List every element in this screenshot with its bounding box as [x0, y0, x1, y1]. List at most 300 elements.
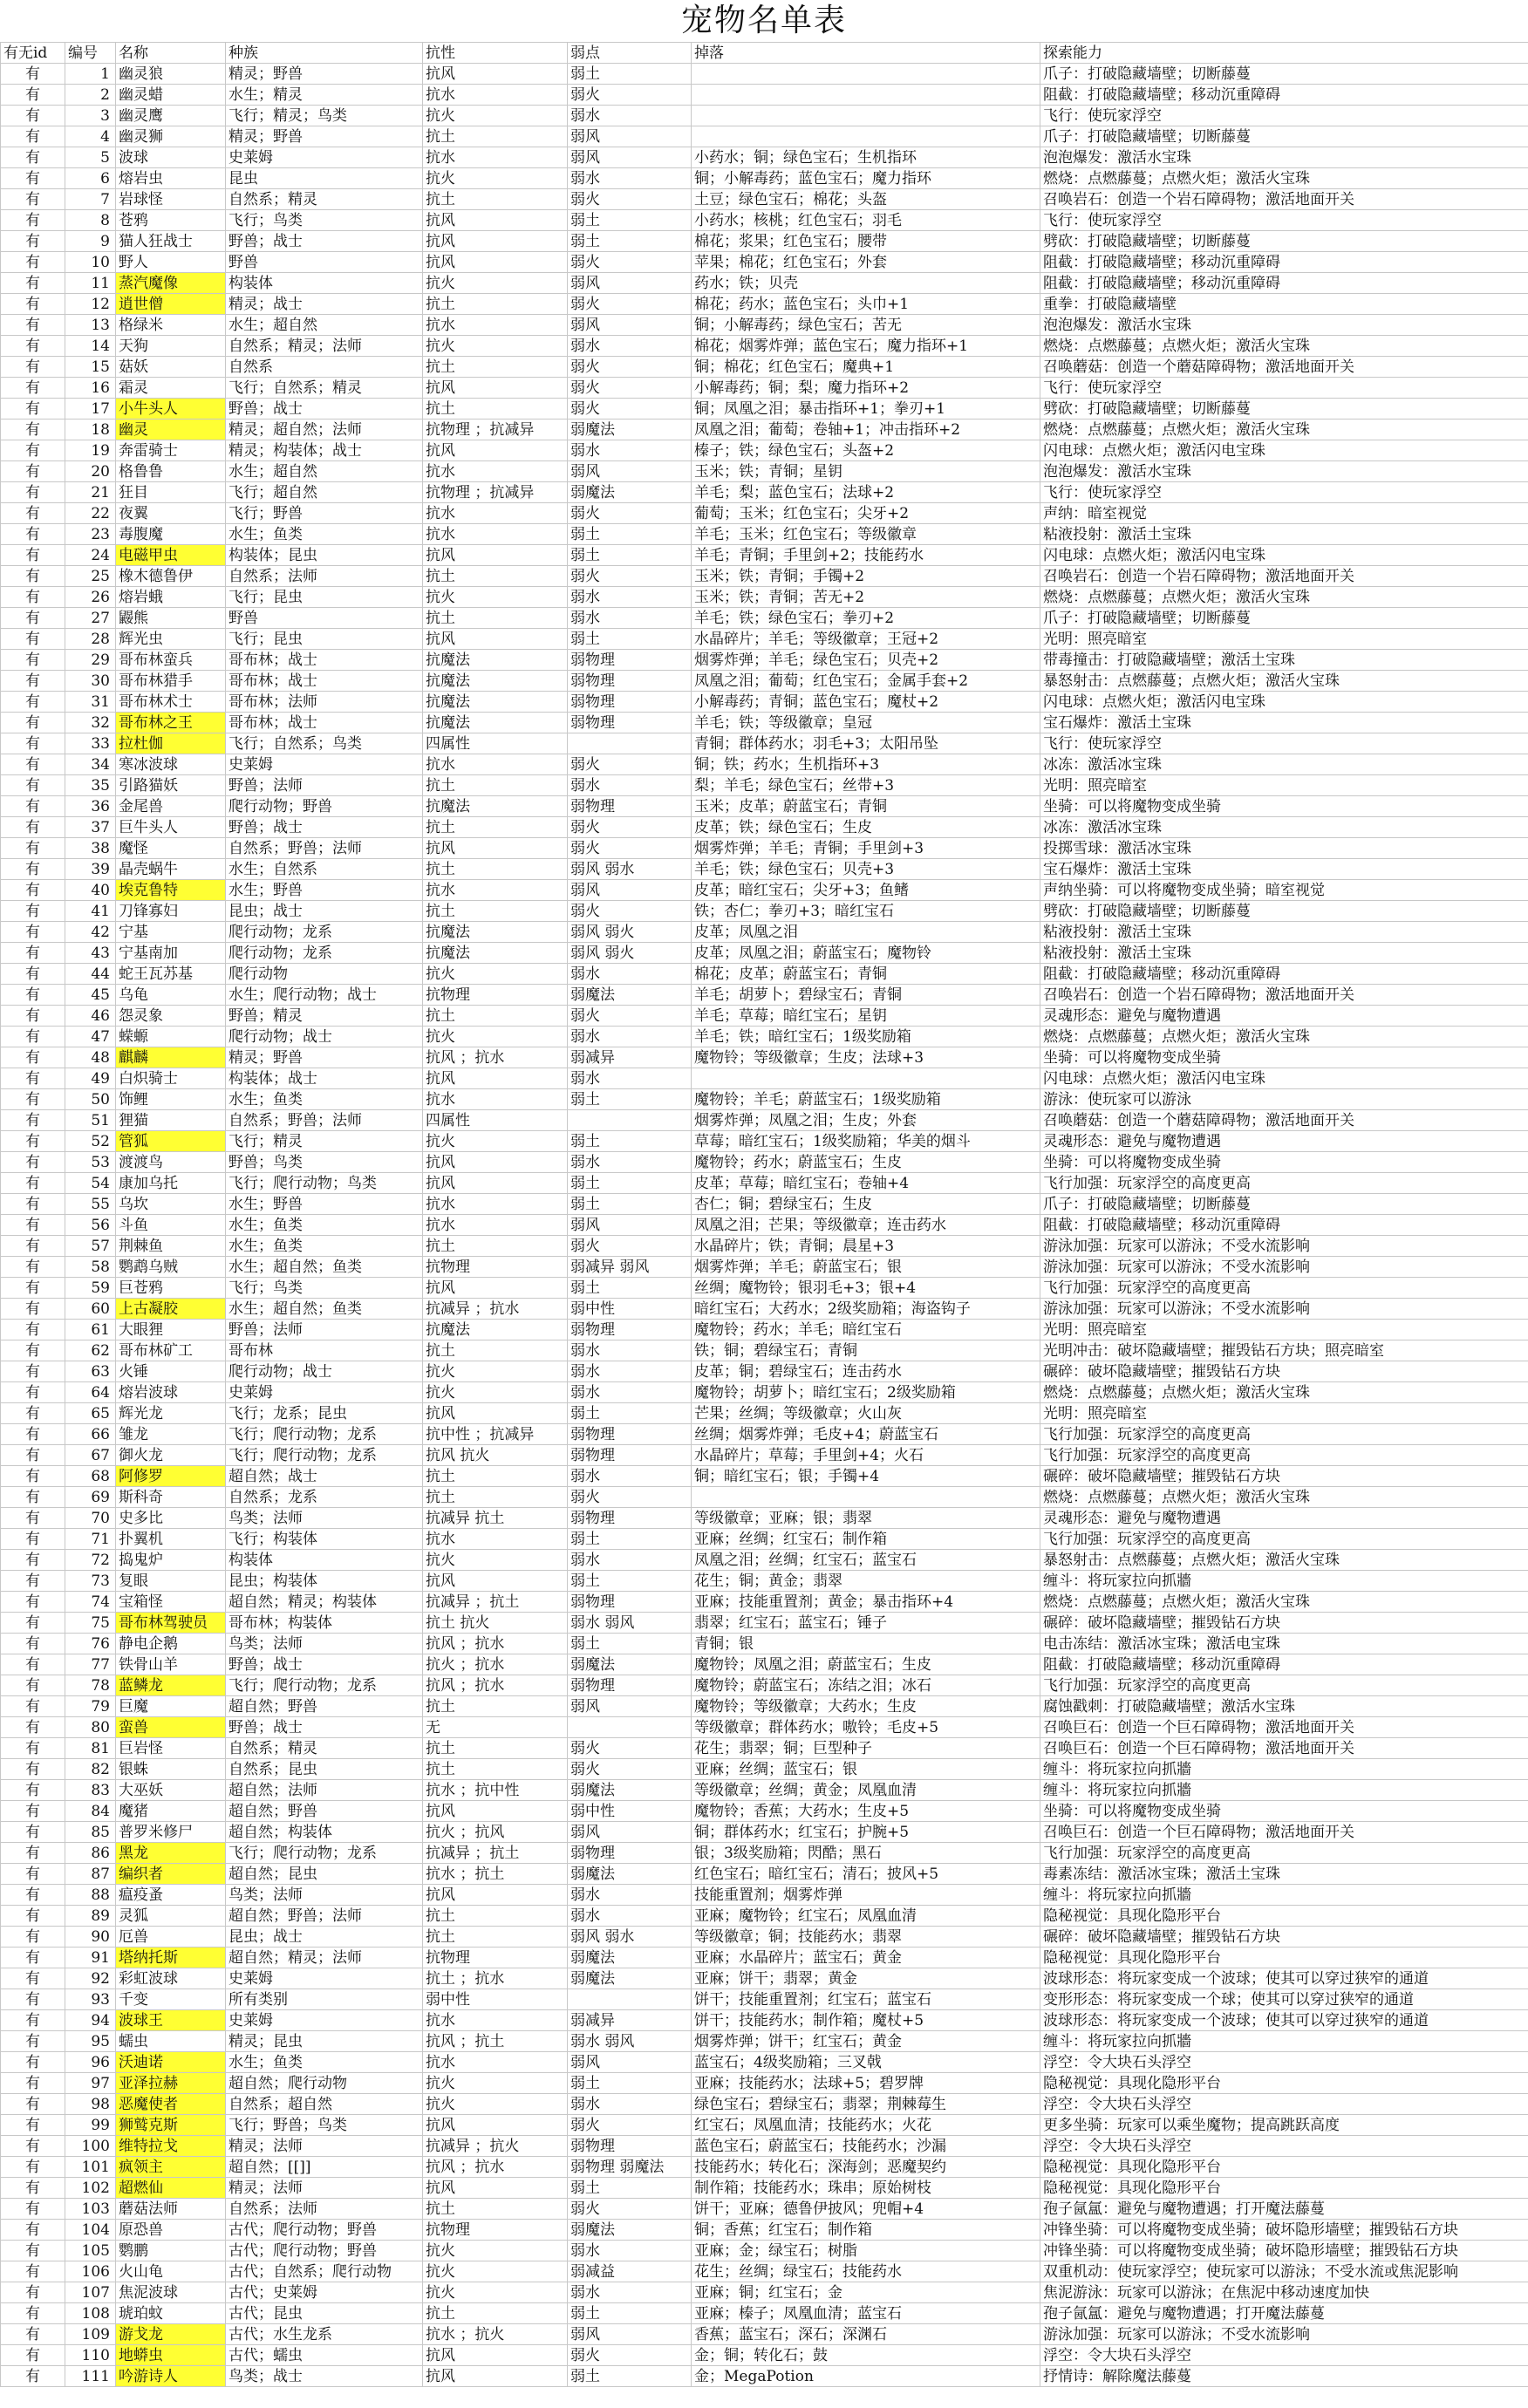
cell-drops: 皮革；凤凰之泪；蔚蓝宝石；魔物铃 — [692, 943, 1040, 964]
cell-exploration: 抒情诗：解除魔法藤蔓 — [1040, 2366, 1528, 2387]
table-row — [1, 754, 1528, 775]
cell-number: 44 — [65, 964, 116, 985]
table-row — [1, 964, 1528, 985]
cell-race: 昆虫；构装体 — [226, 1571, 423, 1592]
cell-resistance: 抗物理 — [423, 2220, 568, 2241]
cell-weakness: 弱土 — [568, 1403, 692, 1424]
cell-weakness: 弱土 — [568, 1529, 692, 1550]
cell-drops: 香蕉；蓝宝石；深石；深渊石 — [692, 2324, 1040, 2345]
table-row — [1, 922, 1528, 943]
cell-race: 飞行；精灵 — [226, 1131, 423, 1152]
cell-name: 编织者 — [116, 1864, 226, 1885]
cell-name: 蛇王瓦苏基 — [116, 964, 226, 985]
cell-number: 106 — [65, 2261, 116, 2282]
cell-name: 火山龟 — [116, 2261, 226, 2282]
cell-number: 25 — [65, 566, 116, 587]
table-row — [1, 901, 1528, 922]
table-row — [1, 1968, 1528, 1989]
cell-name: 银蛛 — [116, 1759, 226, 1780]
cell-exploration: 劈砍：打破隐藏墙壁；切断藤蔓 — [1040, 901, 1528, 922]
cell-exploration: 投掷雪球：激活冰宝珠 — [1040, 838, 1528, 859]
cell-number: 39 — [65, 859, 116, 880]
cell-name: 鼹熊 — [116, 608, 226, 629]
cell-exploration: 阻截：打破隐藏墙壁；移动沉重障碍 — [1040, 1654, 1528, 1675]
cell-drops: 魔物铃；凤凰之泪；蔚蓝宝石；生皮 — [692, 1654, 1040, 1675]
cell-resistance: 抗水 ；抗火 — [423, 2324, 568, 2345]
table-row — [1, 1382, 1528, 1403]
header-name: 名称 — [116, 43, 226, 64]
cell-name: 铁骨山羊 — [116, 1654, 226, 1675]
cell-race: 超自然；法师 — [226, 1780, 423, 1801]
cell-name: 白炽骑士 — [116, 1068, 226, 1089]
cell-race: 飞行；爬行动物；龙系 — [226, 1675, 423, 1696]
cell-weakness: 弱水 弱风 — [568, 1613, 692, 1634]
cell-weakness: 弱物理 — [568, 692, 692, 713]
cell-drops: 羊毛；草莓；暗红宝石；星钥 — [692, 1006, 1040, 1027]
cell-number: 10 — [65, 252, 116, 273]
table-row — [1, 1927, 1528, 1948]
cell-race: 飞行；野兽 — [226, 503, 423, 524]
cell-resistance: 抗土 抗火 — [423, 1613, 568, 1634]
cell-name: 管狐 — [116, 1131, 226, 1152]
cell-has-id: 有 — [1, 2366, 65, 2387]
table-row — [1, 1529, 1528, 1550]
cell-exploration: 劈砍：打破隐藏墙壁；切断藤蔓 — [1040, 399, 1528, 420]
cell-drops: 羊毛；梨；蓝色宝石；法球+2 — [692, 482, 1040, 503]
cell-race: 野兽；战士 — [226, 399, 423, 420]
cell-number: 61 — [65, 1320, 116, 1340]
cell-number: 71 — [65, 1529, 116, 1550]
cell-weakness: 弱风 — [568, 1822, 692, 1843]
cell-race: 飞行；精灵；鸟类 — [226, 106, 423, 126]
cell-weakness: 弱水 — [568, 1361, 692, 1382]
cell-exploration: 闪电球：点燃火炬；激活闪电宝珠 — [1040, 545, 1528, 566]
cell-number: 59 — [65, 1278, 116, 1299]
cell-weakness: 弱物理 — [568, 1424, 692, 1445]
cell-resistance: 抗风 — [423, 2115, 568, 2136]
cell-weakness: 弱土 — [568, 1634, 692, 1654]
cell-race: 自然系；精灵 — [226, 1738, 423, 1759]
cell-name: 静电企鹅 — [116, 1634, 226, 1654]
cell-resistance: 抗水 — [423, 524, 568, 545]
cell-name: 金尾兽 — [116, 796, 226, 817]
cell-exploration: 浮空：令大块石头浮空 — [1040, 2136, 1528, 2157]
cell-race: 史莱姆 — [226, 147, 423, 168]
cell-has-id: 有 — [1, 1382, 65, 1403]
cell-number: 111 — [65, 2366, 116, 2387]
cell-resistance: 抗土 — [423, 1696, 568, 1717]
cell-race: 精灵；构装体；战士 — [226, 440, 423, 461]
cell-resistance: 弱中性 — [423, 1989, 568, 2010]
cell-exploration: 召唤岩石：创造一个岩石障碍物；激活地面开关 — [1040, 566, 1528, 587]
cell-number: 19 — [65, 440, 116, 461]
cell-name: 沃迪诺 — [116, 2052, 226, 2073]
cell-number: 7 — [65, 189, 116, 210]
cell-drops: 凤凰之泪；葡萄；红色宝石；金属手套+2 — [692, 671, 1040, 692]
cell-race: 超自然；精灵；法师 — [226, 1948, 423, 1968]
cell-exploration: 浮空：令大块石头浮空 — [1040, 2094, 1528, 2115]
cell-exploration: 爪子：打破隐藏墙壁；切断藤蔓 — [1040, 64, 1528, 85]
table-row — [1, 2220, 1528, 2241]
cell-race: 昆虫 — [226, 168, 423, 189]
cell-name: 波球王 — [116, 2010, 226, 2031]
cell-race: 精灵；野兽 — [226, 126, 423, 147]
cell-exploration: 宝石爆炸：激活土宝珠 — [1040, 713, 1528, 733]
cell-race: 超自然；战士 — [226, 1466, 423, 1487]
cell-number: 62 — [65, 1340, 116, 1361]
cell-exploration: 波球形态：将玩家变成一个波球；使其可以穿过狭窄的通道 — [1040, 1968, 1528, 1989]
cell-race: 自然系；昆虫 — [226, 1759, 423, 1780]
cell-resistance: 抗物理 ；抗减异 — [423, 482, 568, 503]
cell-exploration: 缠斗：将玩家拉向抓牆 — [1040, 1885, 1528, 1906]
cell-number: 33 — [65, 733, 116, 754]
cell-has-id: 有 — [1, 1361, 65, 1382]
table-row — [1, 1738, 1528, 1759]
cell-number: 99 — [65, 2115, 116, 2136]
cell-race: 野兽；法师 — [226, 775, 423, 796]
cell-name: 野人 — [116, 252, 226, 273]
table-row — [1, 692, 1528, 713]
cell-weakness: 弱土 — [568, 210, 692, 231]
cell-drops: 小解毒药；铜；梨；魔力指环+2 — [692, 378, 1040, 399]
table-row — [1, 503, 1528, 524]
cell-race: 哥布林；战士 — [226, 650, 423, 671]
cell-has-id: 有 — [1, 1424, 65, 1445]
cell-race: 爬行动物；野兽 — [226, 796, 423, 817]
cell-drops: 榛子；铁；绿色宝石；头盔+2 — [692, 440, 1040, 461]
cell-number: 91 — [65, 1948, 116, 1968]
cell-race: 构装体 — [226, 273, 423, 294]
cell-name: 黑龙 — [116, 1843, 226, 1864]
cell-number: 101 — [65, 2157, 116, 2178]
cell-has-id: 有 — [1, 231, 65, 252]
cell-exploration: 召唤岩石：创造一个岩石障碍物；激活地面开关 — [1040, 189, 1528, 210]
cell-has-id: 有 — [1, 168, 65, 189]
cell-race: 古代；爬行动物；野兽 — [226, 2220, 423, 2241]
cell-name: 幽灵鹰 — [116, 106, 226, 126]
cell-name: 疯领主 — [116, 2157, 226, 2178]
table-row — [1, 1654, 1528, 1675]
cell-name: 焦泥波球 — [116, 2282, 226, 2303]
cell-exploration: 游泳加强：玩家可以游泳；不受水流影响 — [1040, 1236, 1528, 1257]
cell-exploration: 孢子氤氲：避免与魔物遭遇；打开魔法藤蔓 — [1040, 2303, 1528, 2324]
cell-number: 65 — [65, 1403, 116, 1424]
cell-resistance: 抗土 — [423, 399, 568, 420]
cell-resistance: 抗风 ；抗土 — [423, 2031, 568, 2052]
cell-number: 83 — [65, 1780, 116, 1801]
cell-name: 游戈龙 — [116, 2324, 226, 2345]
cell-number: 80 — [65, 1717, 116, 1738]
table-row — [1, 1759, 1528, 1780]
table-row — [1, 210, 1528, 231]
table-row — [1, 2199, 1528, 2220]
cell-exploration: 坐骑：可以将魔物变成坐骑 — [1040, 1047, 1528, 1068]
cell-resistance: 抗风 — [423, 210, 568, 231]
cell-name: 乌龟 — [116, 985, 226, 1006]
cell-exploration: 冰冻：激活冰宝珠 — [1040, 817, 1528, 838]
cell-number: 38 — [65, 838, 116, 859]
cell-exploration: 飞行：使玩家浮空 — [1040, 378, 1528, 399]
cell-number: 46 — [65, 1006, 116, 1027]
cell-weakness: 弱物理 — [568, 1320, 692, 1340]
table-row — [1, 1989, 1528, 2010]
cell-name: 蒸汽魔像 — [116, 273, 226, 294]
cell-number: 9 — [65, 231, 116, 252]
cell-name: 晶壳蜗牛 — [116, 859, 226, 880]
cell-resistance: 抗土 — [423, 357, 568, 378]
cell-resistance: 抗水 — [423, 461, 568, 482]
table-row — [1, 1131, 1528, 1152]
table-row — [1, 1320, 1528, 1340]
cell-has-id: 有 — [1, 1445, 65, 1466]
cell-race: 飞行；昆虫 — [226, 587, 423, 608]
cell-number: 28 — [65, 629, 116, 650]
cell-number: 68 — [65, 1466, 116, 1487]
cell-weakness: 弱火 — [568, 1738, 692, 1759]
cell-drops: 亚麻；技能重置剂；黄金；暴击指环+4 — [692, 1592, 1040, 1613]
cell-weakness: 弱火 — [568, 378, 692, 399]
cell-number: 102 — [65, 2178, 116, 2199]
cell-resistance: 抗土 — [423, 294, 568, 315]
cell-number: 81 — [65, 1738, 116, 1759]
cell-name: 幽灵蜡 — [116, 85, 226, 106]
cell-weakness: 弱火 — [568, 357, 692, 378]
cell-drops: 青铜；银 — [692, 1634, 1040, 1654]
cell-race: 水生；精灵 — [226, 85, 423, 106]
cell-number: 21 — [65, 482, 116, 503]
cell-weakness: 弱火 — [568, 838, 692, 859]
cell-exploration: 燃烧：点燃藤蔓；点燃火炬；激活火宝珠 — [1040, 336, 1528, 357]
cell-race: 古代；自然系；爬行动物 — [226, 2261, 423, 2282]
cell-name: 乌坎 — [116, 1194, 226, 1215]
cell-name: 橡木德鲁伊 — [116, 566, 226, 587]
table-row — [1, 796, 1528, 817]
cell-has-id: 有 — [1, 1885, 65, 1906]
cell-race: 飞行；超自然 — [226, 482, 423, 503]
cell-drops: 小解毒药；青铜；蓝色宝石；魔杖+2 — [692, 692, 1040, 713]
table-row — [1, 482, 1528, 503]
cell-name: 超燃仙 — [116, 2178, 226, 2199]
cell-has-id: 有 — [1, 399, 65, 420]
cell-exploration: 隐秘视觉：具现化隐形平台 — [1040, 2073, 1528, 2094]
cell-name: 蘑菇法师 — [116, 2199, 226, 2220]
cell-race: 自然系；超自然 — [226, 2094, 423, 2115]
table-row — [1, 1801, 1528, 1822]
cell-drops: 亚麻；丝绸；蓝宝石；银 — [692, 1759, 1040, 1780]
cell-name: 菇妖 — [116, 357, 226, 378]
cell-race: 水生；鱼类 — [226, 1236, 423, 1257]
table-row — [1, 566, 1528, 587]
cell-name: 麒麟 — [116, 1047, 226, 1068]
table-row — [1, 859, 1528, 880]
cell-name: 小牛头人 — [116, 399, 226, 420]
cell-name: 夜翼 — [116, 503, 226, 524]
cell-resistance: 四属性 — [423, 1110, 568, 1131]
cell-weakness: 弱物理 — [568, 1843, 692, 1864]
cell-weakness: 弱土 — [568, 1089, 692, 1110]
cell-drops: 羊毛；铁；暗红宝石；1级奖励箱 — [692, 1027, 1040, 1047]
cell-exploration: 飞行加强：玩家浮空的高度更高 — [1040, 1424, 1528, 1445]
cell-weakness: 弱火 — [568, 817, 692, 838]
cell-name: 熔岩虫 — [116, 168, 226, 189]
table-row — [1, 1613, 1528, 1634]
cell-has-id: 有 — [1, 2031, 65, 2052]
cell-exploration: 缠斗：将玩家拉向抓牆 — [1040, 1571, 1528, 1592]
cell-race: 自然系；法师 — [226, 566, 423, 587]
cell-number: 51 — [65, 1110, 116, 1131]
cell-name: 宁基南加 — [116, 943, 226, 964]
cell-race: 精灵；野兽 — [226, 1047, 423, 1068]
cell-exploration: 电击冻结：激活冰宝珠；激活电宝珠 — [1040, 1634, 1528, 1654]
cell-number: 50 — [65, 1089, 116, 1110]
cell-name: 塔纳托斯 — [116, 1948, 226, 1968]
cell-drops: 梨；羊毛；绿色宝石；丝带+3 — [692, 775, 1040, 796]
cell-race: 飞行；野兽；鸟类 — [226, 2115, 423, 2136]
cell-exploration: 宝石爆炸：激活土宝珠 — [1040, 859, 1528, 880]
cell-name: 蠕虫 — [116, 2031, 226, 2052]
cell-number: 30 — [65, 671, 116, 692]
cell-name: 魔猪 — [116, 1801, 226, 1822]
cell-race: 飞行；自然系；鸟类 — [226, 733, 423, 754]
cell-name: 上古凝胶 — [116, 1299, 226, 1320]
cell-number: 103 — [65, 2199, 116, 2220]
cell-resistance: 抗风 — [423, 2366, 568, 2387]
cell-number: 8 — [65, 210, 116, 231]
table-row — [1, 1006, 1528, 1027]
cell-has-id: 有 — [1, 2324, 65, 2345]
cell-number: 92 — [65, 1968, 116, 1989]
cell-resistance: 抗火 — [423, 1382, 568, 1403]
cell-weakness: 弱土 — [568, 1173, 692, 1194]
table-row — [1, 1508, 1528, 1529]
cell-weakness: 弱火 — [568, 2115, 692, 2136]
cell-exploration: 燃烧：点燃藤蔓；点燃火炬；激活火宝珠 — [1040, 1027, 1528, 1047]
table-row — [1, 231, 1528, 252]
cell-has-id: 有 — [1, 566, 65, 587]
cell-race: 精灵；野兽 — [226, 64, 423, 85]
cell-drops: 芒果；丝绸；等级徽章；火山灰 — [692, 1403, 1040, 1424]
cell-number: 12 — [65, 294, 116, 315]
cell-resistance: 抗水 ；抗土 — [423, 1864, 568, 1885]
table-row — [1, 1215, 1528, 1236]
table-row — [1, 294, 1528, 315]
cell-race: 飞行；爬行动物；鸟类 — [226, 1173, 423, 1194]
cell-number: 88 — [65, 1885, 116, 1906]
cell-number: 70 — [65, 1508, 116, 1529]
cell-race: 野兽；战士 — [226, 817, 423, 838]
cell-race: 水生；超自然；鱼类 — [226, 1257, 423, 1278]
cell-number: 43 — [65, 943, 116, 964]
cell-has-id: 有 — [1, 1299, 65, 1320]
cell-resistance: 抗火 — [423, 2282, 568, 2303]
cell-drops: 制作箱；技能药水；珠串；原始树枝 — [692, 2178, 1040, 2199]
cell-number: 26 — [65, 587, 116, 608]
cell-number: 86 — [65, 1843, 116, 1864]
cell-drops: 铁；铜；碧绿宝石；青铜 — [692, 1340, 1040, 1361]
cell-race: 飞行；鸟类 — [226, 210, 423, 231]
table-row — [1, 1173, 1528, 1194]
cell-weakness: 弱减异 — [568, 1047, 692, 1068]
cell-resistance: 抗土 — [423, 126, 568, 147]
cell-resistance: 抗土 — [423, 817, 568, 838]
cell-race: 自然系 — [226, 357, 423, 378]
cell-has-id: 有 — [1, 1403, 65, 1424]
table-row — [1, 1424, 1528, 1445]
cell-weakness: 弱土 — [568, 2073, 692, 2094]
cell-exploration: 暴怒射击：点燃藤蔓；点燃火炬；激活火宝珠 — [1040, 1550, 1528, 1571]
cell-drops: 烟雾炸弹；羊毛；绿色宝石；贝壳+2 — [692, 650, 1040, 671]
cell-name: 斯科奇 — [116, 1487, 226, 1508]
cell-drops — [692, 64, 1040, 85]
cell-weakness: 弱水 — [568, 440, 692, 461]
cell-has-id: 有 — [1, 2303, 65, 2324]
cell-has-id: 有 — [1, 210, 65, 231]
cell-name: 苍鸦 — [116, 210, 226, 231]
cell-resistance: 抗土 — [423, 1006, 568, 1027]
cell-drops: 羊毛；铁；绿色宝石；拳刃+2 — [692, 608, 1040, 629]
cell-name: 蝾螈 — [116, 1027, 226, 1047]
cell-number: 31 — [65, 692, 116, 713]
cell-has-id: 有 — [1, 587, 65, 608]
cell-exploration: 燃烧：点燃藤蔓；点燃火炬；激活火宝珠 — [1040, 420, 1528, 440]
cell-resistance: 抗减异 ；抗土 — [423, 1843, 568, 1864]
cell-exploration: 游泳加强：玩家可以游泳；不受水流影响 — [1040, 1257, 1528, 1278]
table-row — [1, 1236, 1528, 1257]
cell-number: 95 — [65, 2031, 116, 2052]
cell-drops: 皮革；铜；碧绿宝石；连击药水 — [692, 1361, 1040, 1382]
cell-weakness — [568, 1989, 692, 2010]
cell-resistance: 抗风 — [423, 1278, 568, 1299]
cell-weakness: 弱火 — [568, 1236, 692, 1257]
table-row — [1, 2366, 1528, 2387]
cell-number: 6 — [65, 168, 116, 189]
cell-race: 哥布林；构装体 — [226, 1613, 423, 1634]
cell-has-id: 有 — [1, 1194, 65, 1215]
cell-exploration: 阻截：打破隐藏墙壁；移动沉重障碍 — [1040, 252, 1528, 273]
cell-weakness: 弱火 — [568, 503, 692, 524]
cell-weakness: 弱水 — [568, 1027, 692, 1047]
cell-number: 24 — [65, 545, 116, 566]
cell-race: 构装体；战士 — [226, 1068, 423, 1089]
cell-has-id: 有 — [1, 922, 65, 943]
cell-number: 29 — [65, 650, 116, 671]
cell-race: 精灵；超自然；法师 — [226, 420, 423, 440]
cell-resistance: 抗土 — [423, 1906, 568, 1927]
cell-race: 自然系；野兽；法师 — [226, 838, 423, 859]
cell-drops: 铁；杏仁；拳刃+3；暗红宝石 — [692, 901, 1040, 922]
cell-drops: 银；3级奖励箱；閃酷；黑石 — [692, 1843, 1040, 1864]
cell-exploration: 腐蚀戳刺：打破隐藏墙壁；激活水宝珠 — [1040, 1696, 1528, 1717]
cell-name: 维特拉戈 — [116, 2136, 226, 2157]
cell-race: 超自然；构装体 — [226, 1822, 423, 1843]
table-row — [1, 2115, 1528, 2136]
cell-drops: 等级徽章；亚麻；银；翡翠 — [692, 1508, 1040, 1529]
cell-number: 53 — [65, 1152, 116, 1173]
cell-weakness: 弱风 — [568, 2324, 692, 2345]
cell-has-id: 有 — [1, 64, 65, 85]
cell-number: 75 — [65, 1613, 116, 1634]
cell-has-id: 有 — [1, 1759, 65, 1780]
cell-number: 16 — [65, 378, 116, 399]
cell-number: 96 — [65, 2052, 116, 2073]
cell-number: 42 — [65, 922, 116, 943]
cell-name: 霜灵 — [116, 378, 226, 399]
cell-drops: 皮革；铁；绿色宝石；生皮 — [692, 817, 1040, 838]
cell-exploration: 游泳：使玩家可以游泳 — [1040, 1089, 1528, 1110]
cell-name: 狂目 — [116, 482, 226, 503]
cell-resistance: 抗风 — [423, 64, 568, 85]
cell-race: 飞行；爬行动物；龙系 — [226, 1445, 423, 1466]
